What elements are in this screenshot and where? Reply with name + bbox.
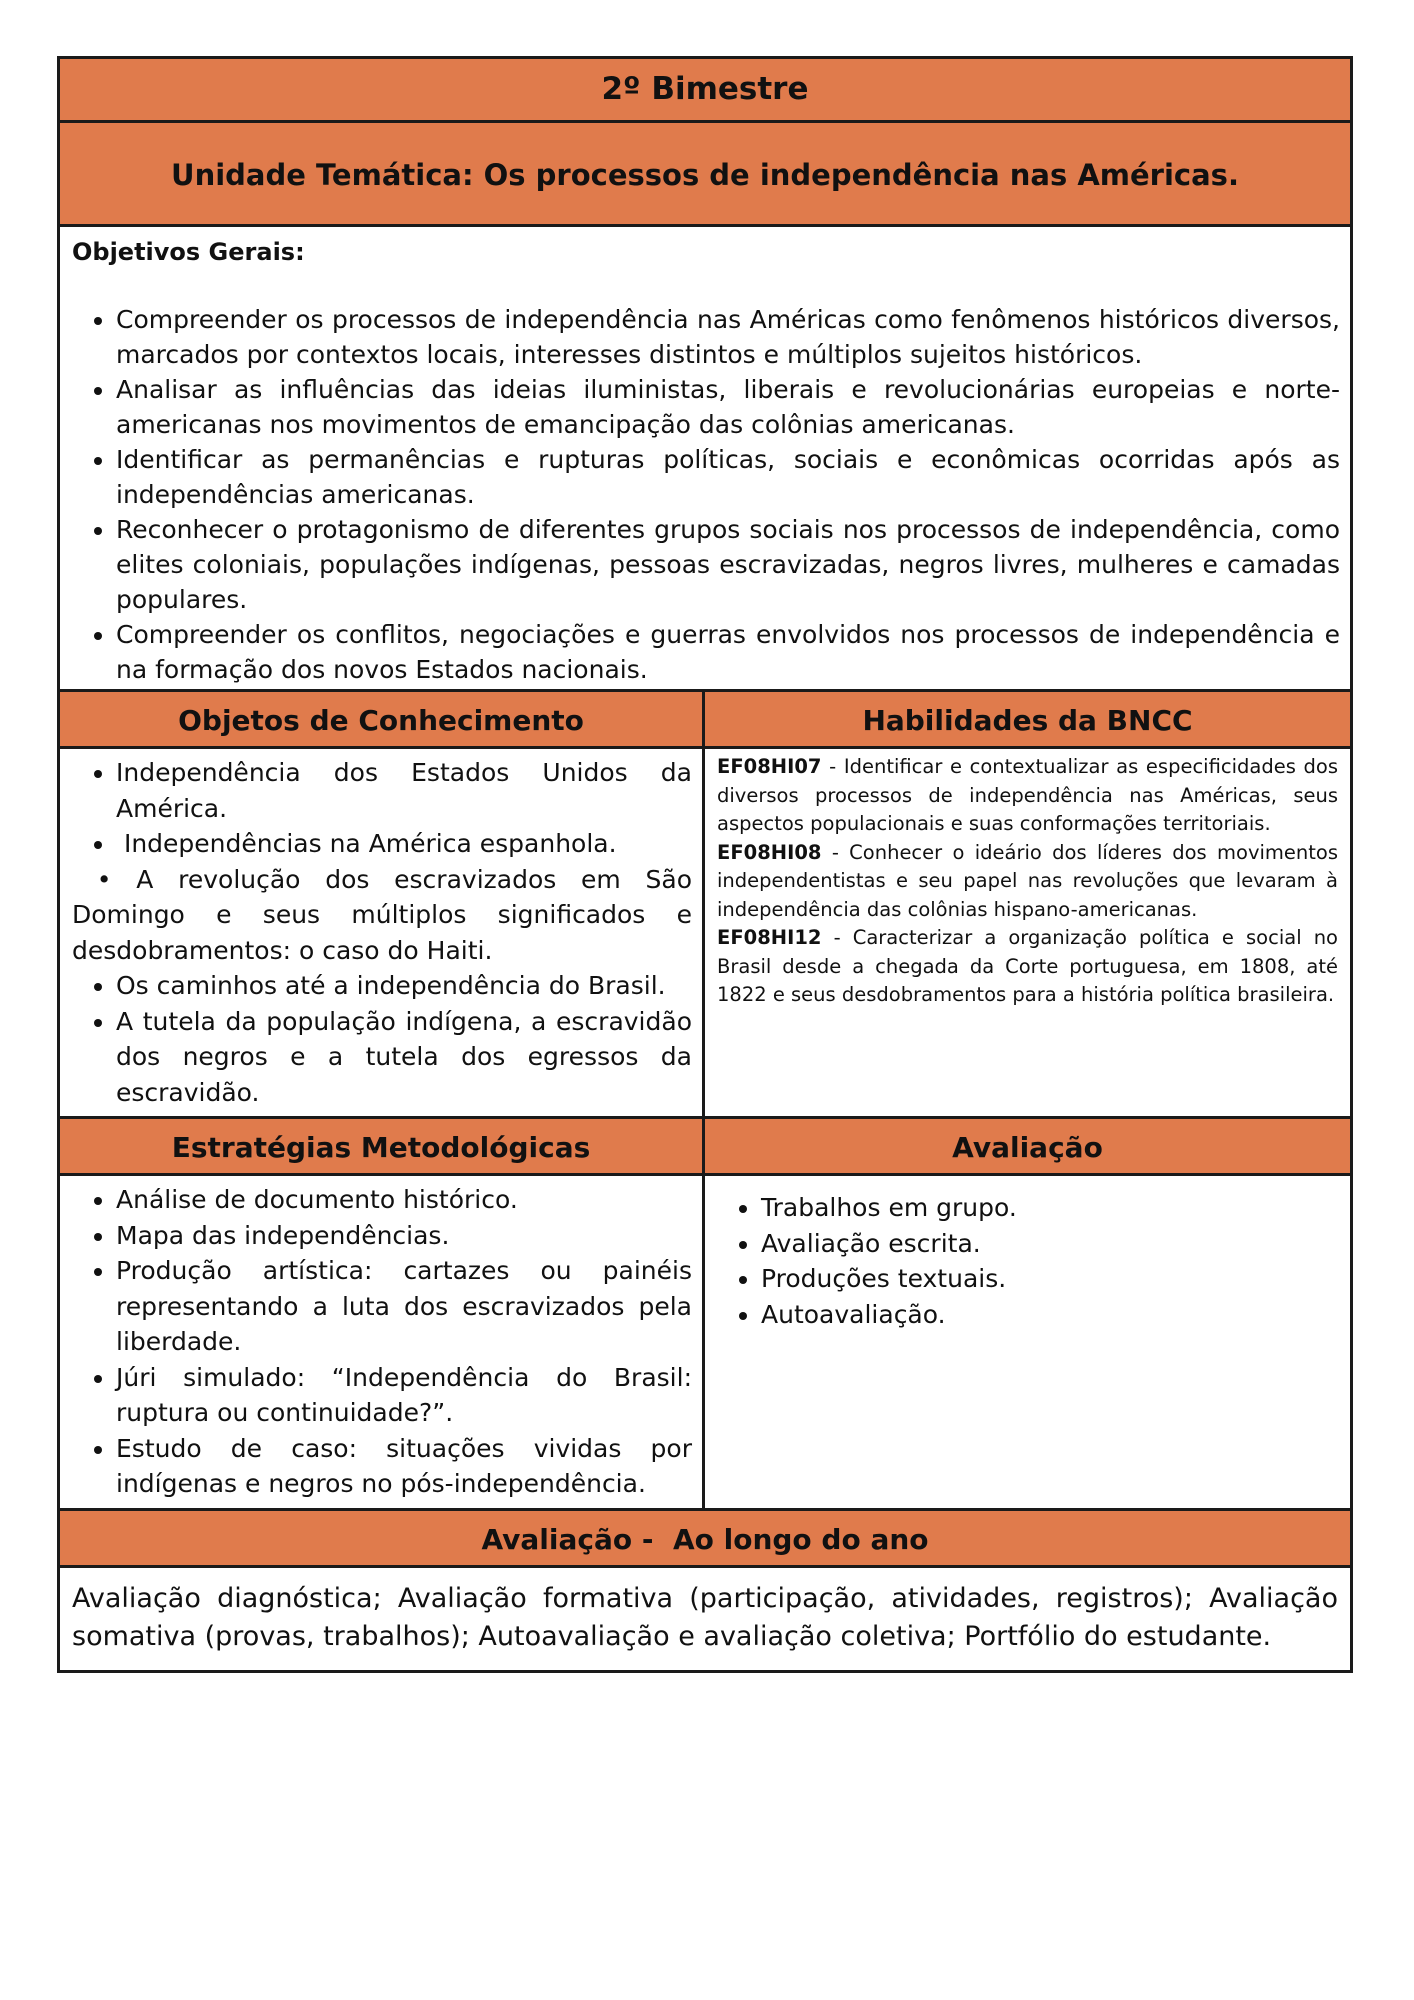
list-item: • Autoavaliação. bbox=[761, 1297, 1340, 1333]
list-item: • Júri simulado: “Independência do Brasil: ruptura ou continuidade?”. bbox=[116, 1360, 692, 1431]
bncc-skills-header: Habilidades da BNCC bbox=[705, 692, 1350, 749]
skill-description: - Caracterizar a organização política e social no Brasil desde a chegada da Corte portuguesa, em 1808, até 1822 e seus desdobramentos para a história política brasileira. bbox=[717, 926, 1338, 1006]
strategies-evaluation-row bbox=[60, 1119, 1350, 1511]
skill-code: EF08HI08 bbox=[717, 840, 822, 864]
list-item: • Análise de documento histórico. bbox=[116, 1182, 692, 1218]
list-item: • Estudo de caso: situações vividas por indígenas e negros no pós-independência. bbox=[116, 1431, 692, 1502]
list-item: • Os caminhos até a independência do Brasil. bbox=[116, 968, 692, 1004]
bncc-skill-item bbox=[717, 753, 1338, 839]
bncc-skills-cell bbox=[705, 749, 1350, 1016]
knowledge-objects-list-a bbox=[72, 755, 692, 862]
general-objectives-section bbox=[60, 227, 1350, 692]
evaluation-list bbox=[717, 1190, 1340, 1332]
bncc-skills-column bbox=[705, 692, 1350, 1116]
planning-document bbox=[57, 56, 1353, 1673]
year-evaluation-text: Avaliação diagnóstica; Avaliação formativa (participação, atividades, registros); Avaliação somativa (provas, trabalhos); Autoavaliação e avaliação coletiva; Portfólio do estudante. bbox=[72, 1582, 1338, 1652]
list-item: • Avaliação escrita. bbox=[761, 1226, 1340, 1262]
list-item: • Identificar as permanências e rupturas políticas, sociais e econômicas ocorridas após as independências americanas. bbox=[116, 442, 1340, 512]
general-objectives-label: Objetivos Gerais: bbox=[72, 238, 305, 266]
strategies-header: Estratégias Metodológicas bbox=[60, 1119, 702, 1176]
strategies-list bbox=[72, 1182, 692, 1502]
list-item: • Reconhecer o protagonismo de diferentes grupos sociais nos processos de independência, como elites coloniais, populações indígenas, pessoas escravizadas, negros livres, mulheres e camadas populares. bbox=[116, 512, 1340, 617]
strategies-column bbox=[60, 1119, 705, 1508]
evaluation-cell bbox=[705, 1176, 1350, 1338]
list-item: • Trabalhos em grupo. bbox=[761, 1190, 1340, 1226]
evaluation-column bbox=[705, 1119, 1350, 1508]
skill-description: - Identificar e contextualizar as especificidades dos diversos processos de independência nas Américas, seus aspectos populacionais e suas conformações territoriais. bbox=[717, 755, 1338, 835]
thematic-unit-title: Unidade Temática: Os processos de independência nas Américas. bbox=[60, 123, 1350, 227]
skill-description: - Conhecer o ideário dos líderes dos movimentos independentistas e seu papel nas revoluções que levaram à independência das colônias hispano-americanas. bbox=[717, 840, 1338, 921]
bncc-skill-item bbox=[717, 839, 1338, 925]
bimester-title: 2º Bimestre bbox=[60, 59, 1350, 123]
list-item: • Compreender os processos de independência nas Américas como fenômenos históricos diversos, marcados por contextos locais, interesses distintos e múltiplos sujeitos históricos. bbox=[116, 302, 1340, 372]
list-item: • Independências na América espanhola. bbox=[116, 826, 692, 862]
knowledge-objects-paragraph: • A revolução dos escravizados em São Domingo e seus múltiplos significados e desdobramentos: o caso do Haiti. bbox=[72, 864, 700, 965]
year-evaluation-header: Avaliação - Ao longo do ano bbox=[60, 1511, 1350, 1568]
list-item: • Produções textuais. bbox=[761, 1261, 1340, 1297]
bncc-skill-item bbox=[717, 924, 1338, 1010]
knowledge-objects-cell bbox=[60, 749, 702, 1116]
knowledge-objects-header: Objetos de Conhecimento bbox=[60, 692, 702, 749]
list-item: • Analisar as influências das ideias iluministas, liberais e revolucionárias europeias e norte-americanas nos movimentos de emancipação das colônias americanas. bbox=[116, 372, 1340, 442]
list-item: • Produção artística: cartazes ou painéis representando a luta dos escravizados pela liberdade. bbox=[116, 1253, 692, 1360]
general-objectives-list bbox=[72, 302, 1340, 687]
evaluation-header: Avaliação bbox=[705, 1119, 1350, 1176]
knowledge-objects-column bbox=[60, 692, 705, 1116]
list-item: • Independência dos Estados Unidos da América. bbox=[116, 755, 692, 826]
strategies-cell bbox=[60, 1176, 702, 1508]
list-item: • Mapa das independências. bbox=[116, 1218, 692, 1254]
knowledge-skills-row bbox=[60, 692, 1350, 1119]
skill-code: EF08HI07 bbox=[717, 755, 822, 778]
knowledge-objects-list-b bbox=[72, 968, 692, 1110]
list-item: • Compreender os conflitos, negociações e guerras envolvidos nos processos de independência e na formação dos novos Estados nacionais. bbox=[116, 617, 1340, 687]
list-item: • A tutela da população indígena, a escravidão dos negros e a tutela dos egressos da escravidão. bbox=[116, 1004, 692, 1111]
skill-code: EF08HI12 bbox=[717, 926, 822, 949]
